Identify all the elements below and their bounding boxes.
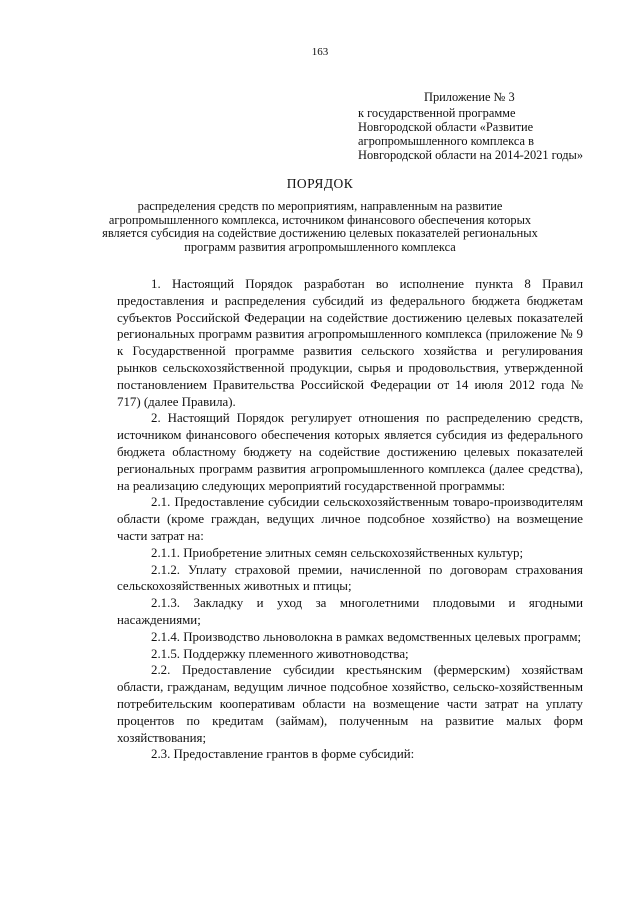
paragraph-2-2: 2.2. Предоставление субсидии крестьянским (фермерским) хозяйствам области, гражданам, ведущим личное подсобное хозяйство, сельско-хозяйственным потребительским кооперативам области на возмещение части затрат на уплату процентов по кредитам (займам), полученным на развитие малых форм хозяйствования; bbox=[117, 663, 583, 745]
page-number: 163 bbox=[311, 46, 329, 58]
paragraph-2-1-5: 2.1.5. Поддержку племенного животноводства; bbox=[151, 646, 409, 661]
paragraph-2: 2. Настоящий Порядок регулирует отношения по распределению средств, источником финансового обеспечения которых является субсидия из федерального бюджета областному бюджету на содействие достижению целевых показателей региональных программ развития агропромышленного комплекса (далее средства), на реализацию следующих мероприятий государственной программы: bbox=[117, 411, 583, 493]
appendix-block bbox=[358, 90, 588, 162]
paragraph-2-1-1: 2.1.1. Приобретение элитных семян сельскохозяйственных культур; bbox=[151, 545, 524, 560]
paragraph-2-1-2: 2.1.2. Уплату страховой премии, начисленной по договорам страхования сельскохозяйственных животных и птицы; bbox=[117, 562, 583, 594]
paragraph-2-3: 2.3. Предоставление грантов в форме субсидий: bbox=[151, 747, 415, 762]
appendix-text: к государственной программе Новгородской области «Развитие агропромышленного комплекса в Новгородской области на 2014-2021 годы» bbox=[358, 106, 584, 162]
appendix-number: Приложение № 3 bbox=[424, 90, 515, 104]
document-body bbox=[117, 276, 583, 763]
paragraph-2-1: 2.1. Предоставление субсидии сельскохозяйственным товаро-производителям области (кроме граждан, ведущих личное подсобное хозяйство) на возмещение части затрат на: bbox=[117, 495, 583, 543]
document-subtitle: распределения средств по мероприятиям, направленным на развитие агропромышленного комплекса, источником финансового обеспечения которых является субсидия на содействие достижению целевых показателей региональных программ развития агропромышленного комплекса bbox=[102, 199, 538, 254]
paragraph-2-1-3: 2.1.3. Закладку и уход за многолетними плодовыми и ягодными насаждениями; bbox=[117, 596, 583, 627]
paragraph-2-1-4: 2.1.4. Производство льноволокна в рамках ведомственных целевых программ; bbox=[151, 629, 582, 644]
paragraph-1: 1. Настоящий Порядок разработан во исполнение пункта 8 Правил предоставления и распределения субсидий из федерального бюджета бюджетам субъектов Российской Федерации на содействие достижению целевых показателей региональных программ развития агропромышленного комплекса (приложение № 9 к Государственной программе развития сельского хозяйства и регулирования рынков сельскохозяйственной продукции, сырья и продовольствия, утвержденной постановлением Правительства Российской Федерации от 14 июля 2012 года № 717) (далее Правила). bbox=[117, 277, 583, 409]
document-title: ПОРЯДОК bbox=[286, 176, 354, 191]
